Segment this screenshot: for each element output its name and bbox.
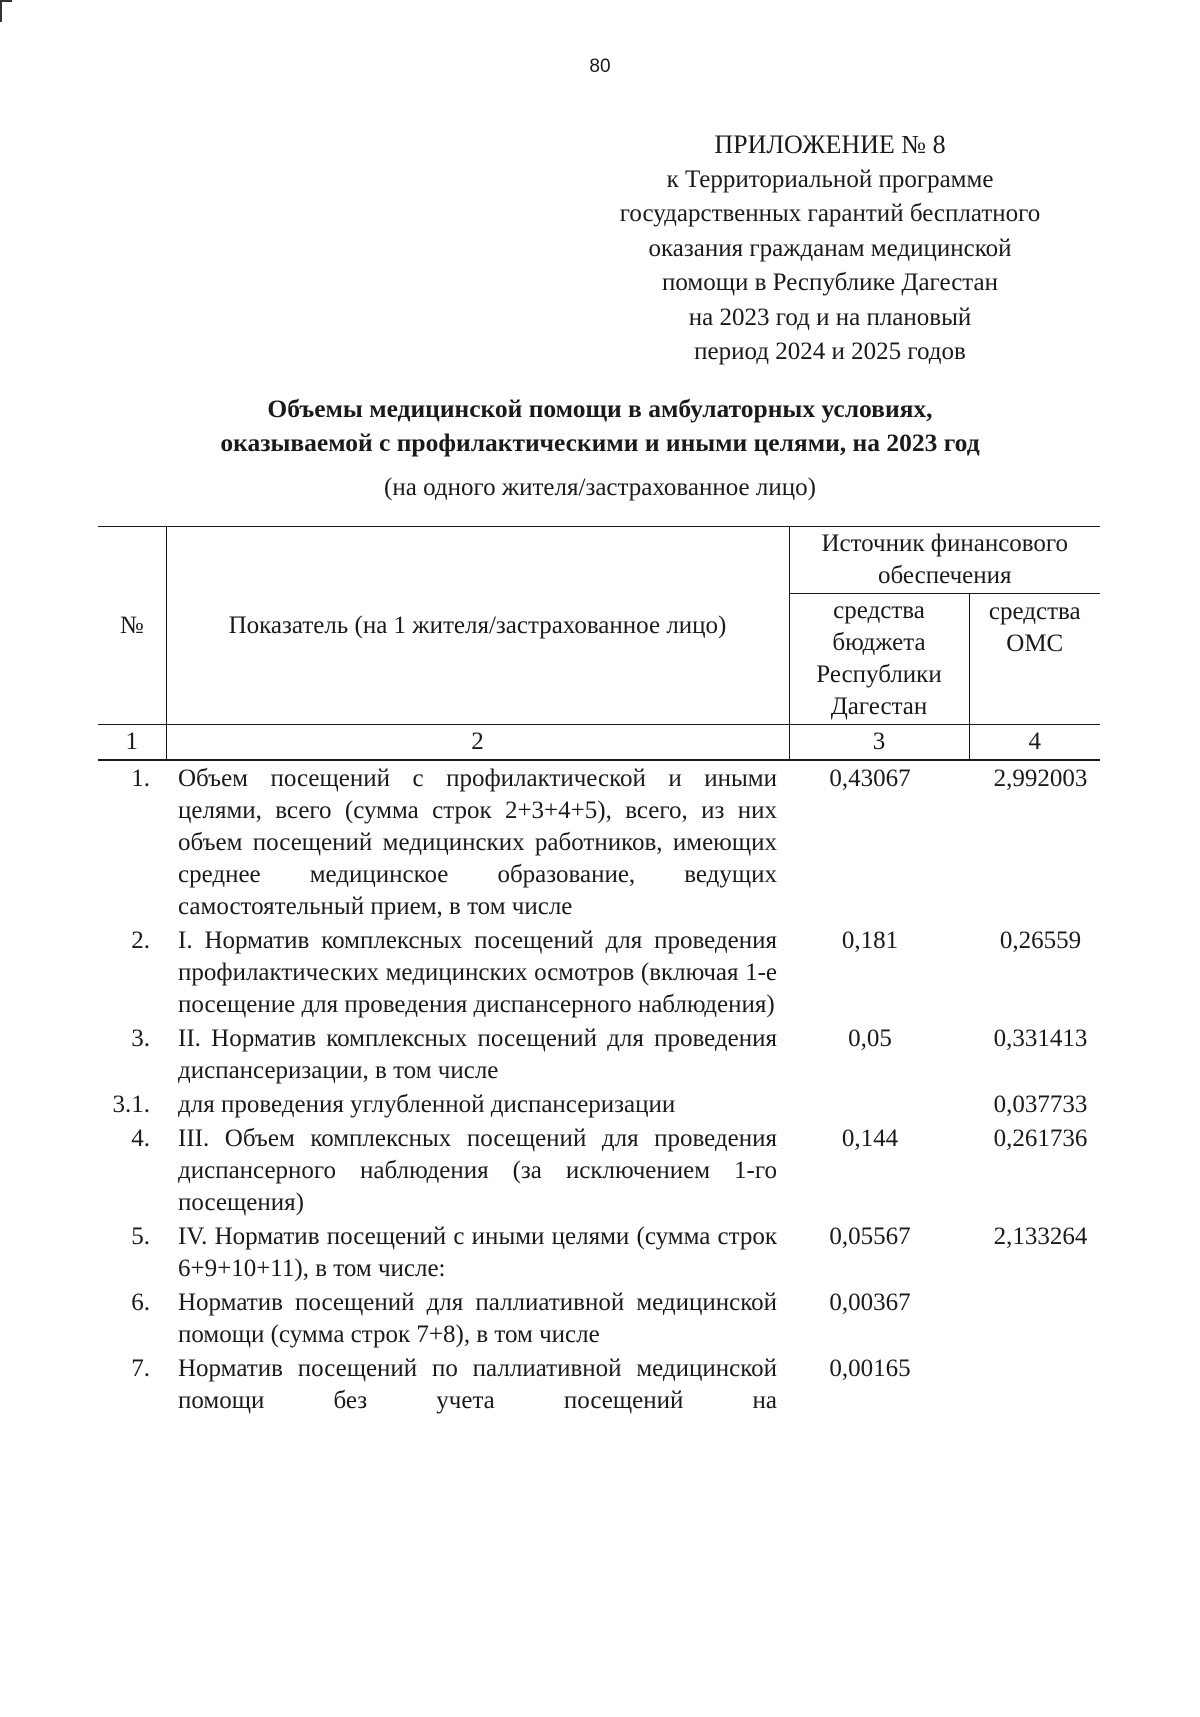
row-budget-value: 0,00165 [829, 1355, 911, 1382]
row-num: 6. [131, 1289, 150, 1316]
appendix-block [560, 128, 1100, 370]
table-row [98, 923, 1100, 1021]
row-num: 3.1. [112, 1091, 150, 1118]
row-oms-value: 0,261736 [993, 1125, 1088, 1152]
row-text: II. Норматив комплексных посещений для проведения диспансеризации, в том числе [178, 1025, 777, 1084]
table-row [98, 1219, 1100, 1285]
table-header [98, 527, 1100, 761]
document-title [100, 392, 1100, 460]
row-num: 1. [131, 765, 150, 792]
page-number: 80 [589, 56, 611, 77]
column-number: 2 [166, 725, 789, 761]
row-text: Объем посещений с профилактической и иными целями, всего (сумма строк 2+3+4+5), всего, из них объем посещений медицинских работников, имеющих среднее медицинское образование, ведущих самостоятельный прием, в том числе [178, 765, 777, 920]
header-source-group: Источник финансового обеспечения [789, 527, 1100, 594]
document-subtitle: (на одного жителя/застрахованное лицо) [384, 474, 816, 501]
appendix-title: ПРИЛОЖЕНИЕ № 8 [714, 130, 946, 159]
row-text: Норматив посещений по паллиативной медицинской помощи без учета посещений на [178, 1355, 777, 1414]
appendix-line: помощи в Республике Дагестан [661, 269, 998, 296]
table-row [98, 1021, 1100, 1087]
table-row [98, 1087, 1100, 1121]
row-num: 4. [131, 1125, 150, 1152]
table-row [98, 760, 1100, 923]
row-oms-value: 2,133264 [993, 1223, 1088, 1250]
volumes-table [98, 526, 1100, 1417]
appendix-line: период 2024 и 2025 годов [694, 338, 966, 365]
row-num: 7. [131, 1355, 150, 1382]
table-body [98, 760, 1100, 1417]
column-number: 3 [789, 725, 969, 761]
appendix-line: государственных гарантий бесплатного [619, 200, 1041, 227]
table-row [98, 1121, 1100, 1219]
document-title-line: Объемы медицинской помощи в амбулаторных условиях, [267, 394, 933, 423]
table-row [98, 1285, 1100, 1351]
row-text: I. Норматив комплексных посещений для проведения профилактических медицинских осмотров (включая 1-е посещение для проведения диспансерного наблюдения) [178, 927, 777, 1018]
appendix-line: оказания гражданам медицинской [648, 234, 1012, 262]
row-budget-value: 0,00367 [829, 1289, 911, 1316]
row-budget-value: 0,43067 [829, 765, 911, 792]
row-text: Норматив посещений для паллиативной медицинской помощи (сумма строк 7+8), в том числе [178, 1289, 777, 1348]
row-text: IV. Норматив посещений с иными целями (сумма строк 6+9+10+11), в том числе: [178, 1223, 777, 1282]
row-budget-value: 0,144 [841, 1125, 899, 1152]
header-indicator: Показатель (на 1 жителя/застрахованное лицо) [166, 527, 789, 725]
header-oms: средства ОМС [969, 594, 1100, 725]
appendix-line: на 2023 год и на плановый [688, 303, 972, 331]
table-row [98, 1351, 1100, 1417]
row-oms-value: 2,992003 [993, 765, 1088, 792]
header-num: № [98, 527, 166, 725]
row-budget-value [789, 1087, 969, 1121]
header-budget: средства бюджета Республики Дагестан [789, 594, 969, 725]
row-text: III. Объем комплексных посещений для проведения диспансерного наблюдения (за исключением 1-го посещения) [178, 1125, 777, 1216]
row-num: 2. [131, 927, 150, 954]
row-oms-value [969, 1351, 1100, 1417]
row-oms-value [969, 1285, 1100, 1351]
row-num: 5. [131, 1223, 150, 1250]
row-oms-value: 0,331413 [993, 1025, 1088, 1052]
column-number: 4 [969, 725, 1100, 761]
document-title-line: оказываемой с профилактическими и иными целями, на 2023 год [220, 428, 980, 457]
scan-corner-mark [0, 0, 12, 22]
row-oms-value: 0,26559 [999, 927, 1082, 954]
row-budget-value: 0,181 [841, 927, 899, 954]
row-budget-value: 0,05567 [829, 1223, 911, 1250]
column-number: 1 [98, 725, 166, 761]
row-oms-value: 0,037733 [993, 1091, 1088, 1118]
row-budget-value: 0,05 [848, 1025, 892, 1052]
appendix-line: к Территориальной программе [666, 165, 994, 193]
row-num: 3. [131, 1025, 150, 1052]
row-text: для проведения углубленной диспансеризации [178, 1091, 676, 1118]
